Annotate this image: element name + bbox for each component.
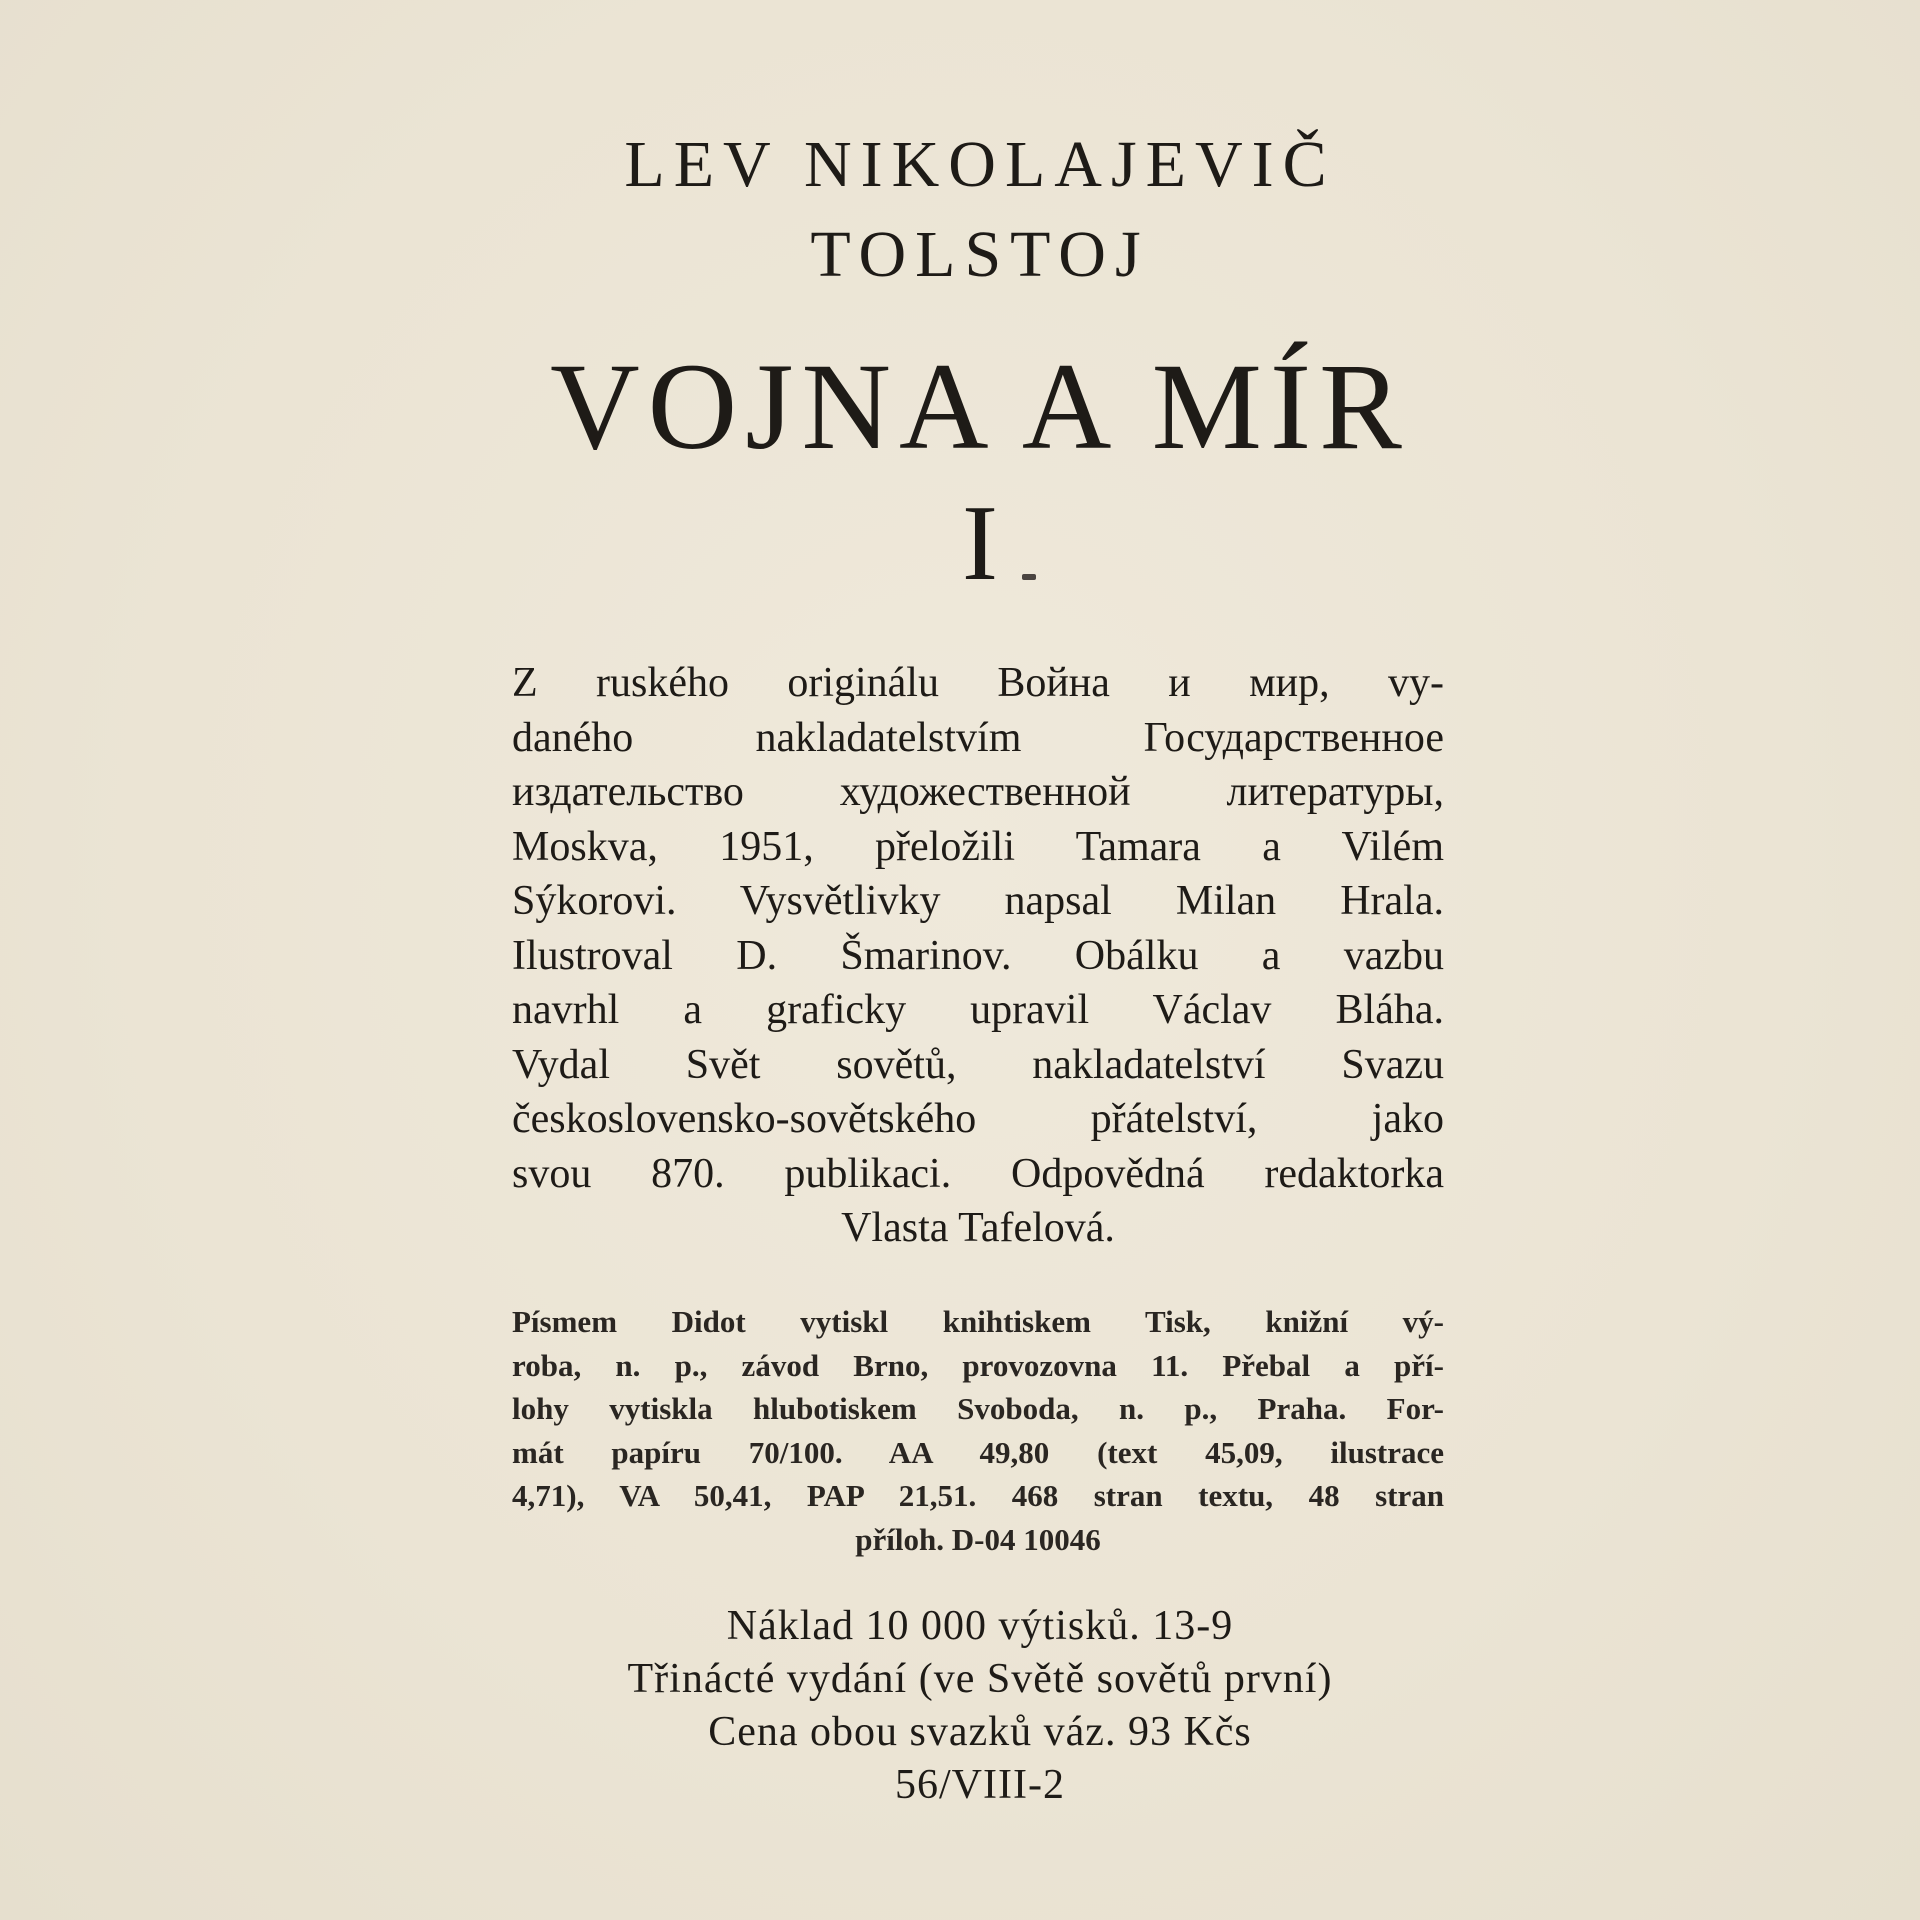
printing-line: lohy vytiskla hlubotiskem Svoboda, n. p., Praha. For-: [512, 1391, 1444, 1427]
imprint-line: Moskva, 1951, přeložili Tamara a Vilém: [512, 823, 1444, 870]
author-second-line: TOLSTOJ: [810, 218, 1150, 291]
imprint-line: Vydal Svět sovětů, nakladatelství Svazu: [512, 1041, 1444, 1088]
volume-number: I: [962, 484, 998, 603]
imprint-line: československo-sovětského přátelství, jako: [512, 1096, 1444, 1142]
imprint-line: издательство художественной литературы,: [512, 769, 1444, 815]
edition-line: Třinácté vydání (ve Světě sovětů první): [627, 1656, 1333, 1702]
edition-line: Cena obou svazků váz. 93 Kčs: [708, 1709, 1252, 1755]
printing-line: příloh. D-04 10046: [855, 1521, 1101, 1557]
imprint-line: Z ruského originálu Война и мир, vy-: [512, 660, 1444, 706]
imprint-line: daného nakladatelstvím Государственное: [512, 714, 1444, 761]
print-mark: [1022, 574, 1036, 580]
imprint-line: Vlasta Tafelová.: [841, 1205, 1115, 1251]
edition-block: [500, 1600, 1460, 1812]
edition-line: Náklad 10 000 výtisků. 13-9: [726, 1603, 1234, 1649]
imprint-line: Ilustroval D. Šmarinov. Obálku a vazbu: [512, 932, 1444, 979]
imprint-line: Sýkorovi. Vysvětlivky napsal Milan Hrala.: [512, 878, 1444, 924]
printing-line: 4,71), VA 50,41, PAP 21,51. 468 stran textu, 48 stran: [512, 1478, 1444, 1514]
printing-line: roba, n. p., závod Brno, provozovna 11. Přebal a pří-: [512, 1347, 1444, 1383]
imprint-line: navrhl a graficky upravil Václav Bláha.: [512, 987, 1444, 1033]
book-title: VOJNA A MÍR: [550, 338, 1410, 475]
printing-line: mát papíru 70/100. AA 49,80 (text 45,09, ilustrace: [512, 1434, 1444, 1470]
author-first-line: LEV NIKOLAJEVIČ: [624, 128, 1336, 201]
edition-line: 56/VIII-2: [895, 1762, 1065, 1808]
printing-line: Písmem Didot vytiskl knihtiskem Tisk, knižní vý-: [512, 1304, 1444, 1339]
imprint-line: svou 870. publikaci. Odpovědná redaktorka: [512, 1150, 1444, 1197]
printing-paragraph: [512, 1300, 1444, 1562]
imprint-paragraph: [512, 656, 1444, 1256]
